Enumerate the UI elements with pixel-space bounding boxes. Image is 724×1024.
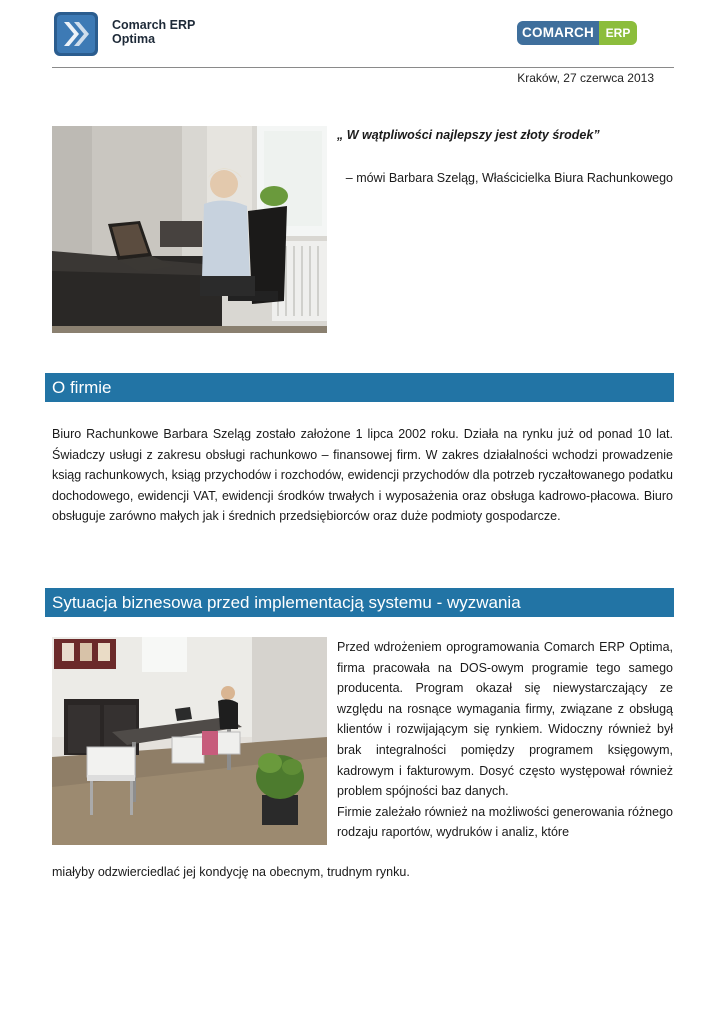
brand-logo-comarch: COMARCH [517,21,599,45]
situation-paragraph-1: Przed wdrożeniem oprogramowania Comarch ERP Optima, firma pracowała na DOS-owym programie tego samego producenta. Program okazał się niewystarczający ze względu na rosnące wymagania firmy, związane z obsługą klientów i rozwijającym się rynkiem. Widoczny również był brak integralności pomiędzy programem księgowym, kadrowym i fakturowym. Dosyć często występował również problem spójności baz danych. [337,640,673,799]
section-title-about: O firmie [45,373,674,402]
about-paragraph: Biuro Rachunkowe Barbara Szeląg zostało założone 1 lipca 2002 roku. Działa na rynku już od ponad 10 lat. Świadczy usługi z zakresu obsługi rachunkowo – finansowej firm. W zakres działalności wchodzi prowadzenie ksiąg rachunkowych, ksiąg przychodów i rozchodów, ewidencji przychodów dla potrzeb ryczałtowanego podatku dochodowego, ewidencji VAT, ewidencji środków trwałych i wyposażenia oraz obsługa kadrowo-płacowa. Biuro obsługuje zarówno małych jak i średnich przedsiębiorców oraz duże podmioty gospodarcze. [52,427,673,524]
comarch-erp-optima-logo [54,12,204,56]
optima-logo-icon [54,12,98,56]
meeting-room-photo [52,637,327,845]
product-logo-text: Comarch ERP Optima [112,18,196,46]
office-desk-photo [52,126,327,333]
quote-author: – mówi Barbara Szeląg, Właścicielka Biura Rachunkowego [345,171,673,185]
situation-paragraph-2: Firmie zależało również na możliwości generowania różnego rodzaju raportów, wydruków i analiz, które [337,804,673,840]
section-title-situation: Sytuacja biznesowa przed implementacją systemu - wyzwania [45,588,674,617]
date-line: Kraków, 27 czerwca 2013 [517,71,654,85]
quote-text: „ W wątpliwości najlepszy jest złoty środek” [337,128,600,142]
brand-logo-erp: ERP [599,21,637,45]
situation-paragraph-2-tail: miałyby odzwierciedlać jej kondycję na obecnym, trudnym rynku. [52,865,410,879]
comarch-erp-brand-logo [517,21,637,45]
header-divider [52,67,674,68]
situation-paragraphs [337,637,673,843]
